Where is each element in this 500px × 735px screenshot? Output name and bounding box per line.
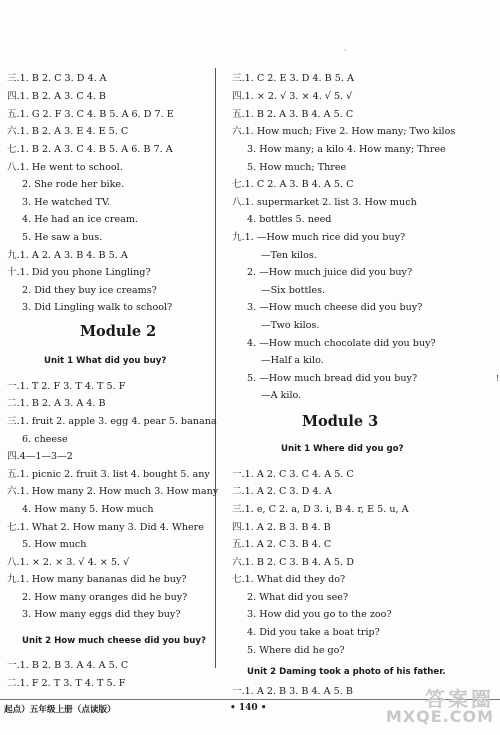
answer-line: 3. —How much cheese did you buy?: [247, 302, 423, 313]
answer-line: 九.1. —How much rice did you buy?: [232, 232, 406, 243]
answer-line: 3. How did you go to the zoo?: [247, 609, 392, 620]
book-label: 起点）五年级上册（点读版）: [4, 705, 116, 715]
answer-line: 三.1. C 2. E 3. D 4. B 5. A: [232, 73, 354, 84]
answer-line: 一.1. T 2. F 3. T 4. T 5. F: [7, 381, 126, 392]
page-number: • 140 •: [230, 703, 267, 713]
answer-line: 四.1. × 2. √ 3. × 4. √ 5. √: [232, 91, 353, 102]
answer-line: 一.1. A 2. B 3. B 4. A 5. B: [232, 686, 353, 697]
column-divider: [215, 68, 216, 668]
answer-line: 5. How much: [22, 539, 87, 550]
answer-line: 4. He had an ice cream.: [22, 214, 139, 225]
answer-line: 六.1. B 2. A 3. E 4. E 5. C: [7, 126, 129, 137]
answer-line: —Half a kilo.: [261, 355, 324, 366]
answer-line: 四.1. B 2. A 3. C 4. B: [7, 91, 106, 102]
watermark-logo: [385, 683, 494, 729]
answer-line: 七.1. What did they do?: [232, 574, 346, 585]
answer-line: 五.1. B 2. A 3. B 4. A 5. C: [232, 109, 354, 120]
answer-line: 五.1. G 2. F 3. C 4. B 5. A 6. D 7. E: [7, 109, 174, 120]
answer-line: 三.1. fruit 2. apple 3. egg 4. pear 5. banana: [7, 416, 217, 427]
answer-line: 3. How many eggs did they buy?: [22, 609, 181, 620]
answer-line: 5. He saw a bus.: [22, 232, 103, 243]
answer-line: 九.1. How many bananas did he buy?: [7, 574, 187, 585]
answer-line: —Six bottles.: [261, 285, 326, 296]
answer-line: 3. He watched TV.: [22, 197, 111, 208]
unit-title: Unit 2 Daming took a photo of his father.: [247, 667, 446, 677]
answer-line: 5. —How much bread did you buy?: [247, 373, 418, 384]
answer-line: 4. How many 5. How much: [22, 504, 154, 515]
unit-title: Unit 1 What did you buy?: [44, 356, 167, 366]
answer-line: 一.1. A 2. C 3. C 4. A 5. C: [232, 469, 354, 480]
answer-line: 二.1. B 2. A 3. A 4. B: [7, 398, 106, 409]
answer-line: 八.1. He went to school.: [7, 162, 123, 173]
watermark-bottom-text: MXQE.COM: [385, 707, 494, 726]
answer-line: 七.1. What 2. How many 3. Did 4. Where: [7, 522, 204, 533]
answer-line: 五.1. A 2. C 3. B 4. C: [232, 539, 332, 550]
answer-line: 五.1. picnic 2. fruit 3. list 4. bought 5. any: [7, 469, 210, 480]
answer-line: 三.1. e, C 2. a, D 3. i, B 4. r, E 5. u, A: [232, 504, 409, 515]
answer-line: 六.1. B 2. C 3. B 4. A 5. D: [232, 557, 354, 568]
answer-line: 六.1. How many 2. How much 3. How many: [7, 486, 219, 497]
answer-line: —Two kilos.: [261, 320, 320, 331]
module-title: Module 2: [80, 323, 157, 340]
answer-line: 3. How many; a kilo 4. How many; Three: [247, 144, 446, 155]
answer-line: 5. How much; Three: [247, 162, 347, 173]
answer-line: 2. Did they buy ice creams?: [22, 285, 157, 296]
answer-line: 四.4—1—3—2: [7, 451, 73, 462]
margin-tick: !: [496, 374, 500, 383]
answer-line: —A kilo.: [261, 390, 302, 401]
answer-line: 4. —How much chocolate did you buy?: [247, 338, 436, 349]
answer-line: 4. bottles 5. need: [247, 214, 332, 225]
answer-line: 5. Where did he go?: [247, 645, 345, 656]
answer-line: 3. Did Lingling walk to school?: [22, 302, 173, 313]
answer-line: 二.1. F 2. T 3. T 4. T 5. F: [7, 678, 126, 689]
answer-line: 2. How many oranges did he buy?: [22, 592, 188, 603]
answer-line: 八.1. × 2. × 3. √ 4. × 5. √: [7, 557, 130, 568]
unit-title: Unit 2 How much cheese did you buy?: [22, 636, 206, 646]
answer-line: 三.1. B 2. C 3. D 4. A: [7, 73, 107, 84]
answer-line: 六.1. How much; Five 2. How many; Two kilos: [232, 126, 456, 137]
answer-line: 2. What did you see?: [247, 592, 349, 603]
answer-line: 2. She rode her bike.: [22, 179, 125, 190]
answer-line: 十.1. Did you phone Lingling?: [7, 267, 151, 278]
answer-line: 四.1. A 2. B 3. B 4. B: [232, 522, 331, 533]
answer-line: 八.1. supermarket 2. list 3. How much: [232, 197, 417, 208]
module-title: Module 3: [302, 413, 379, 430]
answer-line: 七.1. B 2. A 3. C 4. B 5. A 6. B 7. A: [7, 144, 173, 155]
answer-line: 2. —How much juice did you buy?: [247, 267, 413, 278]
answer-line: —Ten kilos.: [261, 250, 317, 261]
unit-title: Unit 1 Where did you go?: [281, 444, 404, 454]
answer-line: 4. Did you take a boat trip?: [247, 627, 380, 638]
answer-line: 6. cheese: [22, 434, 68, 445]
answer-line: 一.1. B 2. B 3. A 4. A 5. C: [7, 660, 129, 671]
speck: ·: [344, 46, 347, 55]
watermark-top-text: 答案圈: [425, 687, 494, 711]
answer-line: 九.1. A 2. A 3. B 4. B 5. A: [7, 250, 128, 261]
answer-line: 七.1. C 2. A 3. B 4. A 5. C: [232, 179, 354, 190]
answer-line: 二.1. A 2. C 3. D 4. A: [232, 486, 332, 497]
